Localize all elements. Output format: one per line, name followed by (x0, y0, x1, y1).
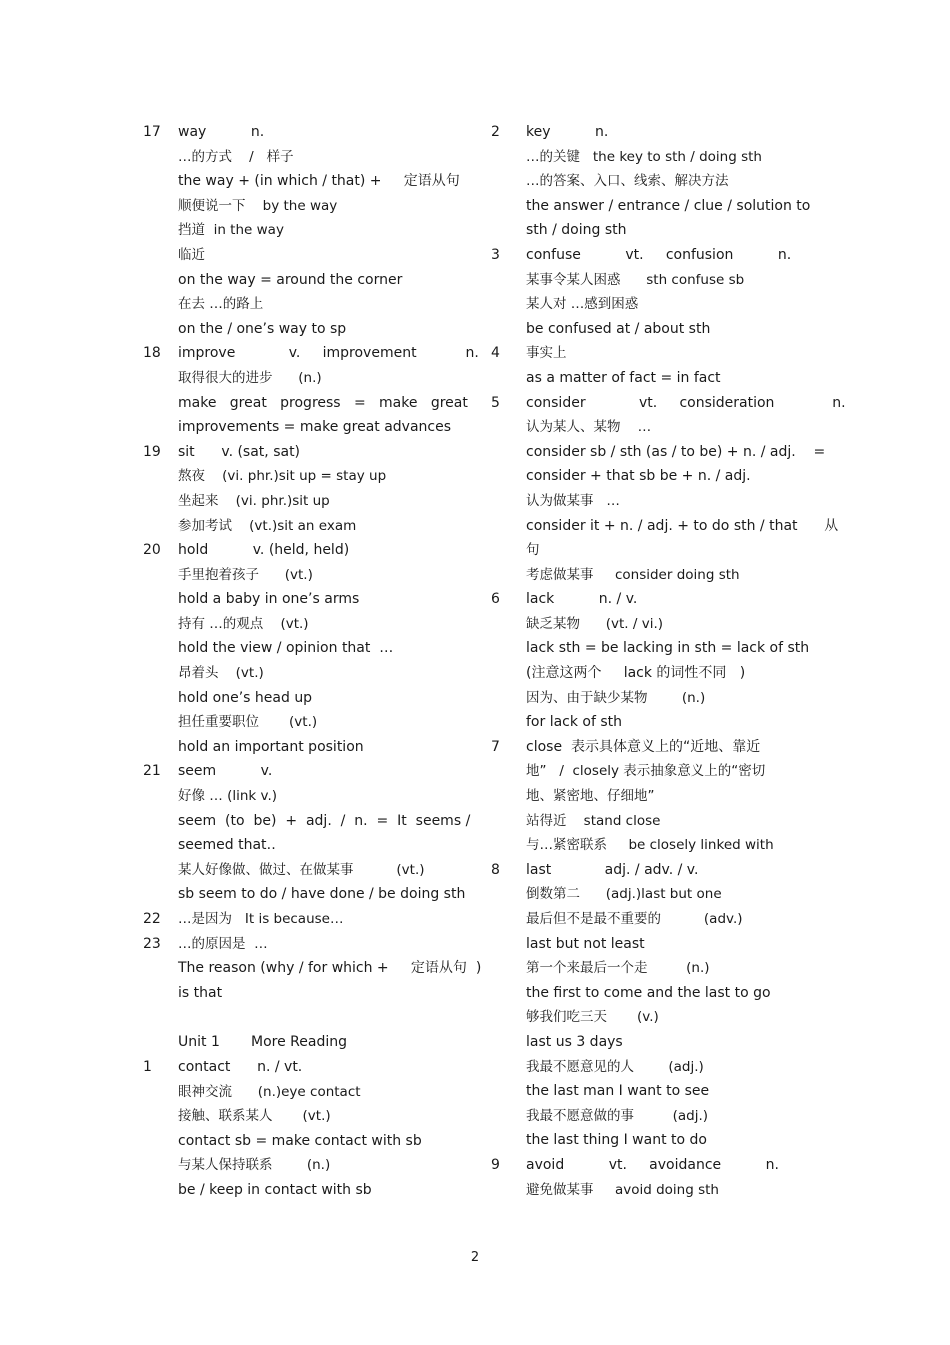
entry-line: The reason (why / for which + 定语从句 ) (178, 960, 482, 977)
entry-line: consider it + n. / adj. + to do sth / that 从 (526, 517, 839, 534)
entry-line: the first to come and the last to go (526, 984, 771, 1001)
entry-line: 考虑做某事 consider doing sth (526, 566, 740, 583)
entry-number: 4 (491, 345, 500, 362)
entry-number: 17 (143, 124, 161, 140)
entry-line: contact n. / vt. (178, 1058, 303, 1075)
entry-line: 认为某人、某物 … (526, 419, 652, 436)
entry-line: 因为、由于缺少某物 (n.) (526, 689, 706, 706)
entry-line: the last thing I want to do (526, 1132, 707, 1149)
vocab-entry (143, 120, 468, 341)
entry-line: 某人对 …感到困惑 (526, 296, 639, 313)
entry-line: 最后但不是最不重要的 (adv.) (526, 911, 743, 927)
entry-line: on the / one’s way to sp (178, 320, 347, 337)
entry-line: 参加考试 (vt.)sit an exam (178, 517, 357, 534)
entry-line: the answer / entrance / clue / solution to (526, 197, 811, 214)
vocab-entry (491, 391, 846, 588)
entry-line: be confused at / about sth (526, 320, 711, 337)
entry-line: 避免做某事 avoid doing sth (526, 1181, 719, 1198)
vocab-entry (143, 1030, 468, 1055)
entry-line: last adj. / adv. / v. (526, 861, 699, 878)
entry-line: 接触、联系某人 (vt.) (178, 1108, 331, 1125)
vocab-entry (491, 243, 809, 341)
entry-line: 句 (526, 542, 540, 559)
entry-line: 地” / closely 表示抽象意义上的“密切 (526, 763, 766, 780)
entry-line: lack sth = be lacking in sth = lack of sth (526, 640, 810, 657)
entry-line: seemed that‥ (178, 837, 276, 854)
entry-line: contact sb = make contact with sb (178, 1132, 422, 1149)
entry-line: the way + (in which / that) + 定语从句 (178, 173, 460, 190)
entry-line: for lack of sth (526, 714, 623, 731)
entry-line: key n. (526, 124, 609, 140)
entry-line: Unit 1 More Reading (178, 1034, 347, 1051)
entry-number: 2 (491, 124, 500, 140)
entry-line: last but not least (526, 935, 645, 952)
entry-line: 事实上 (526, 345, 567, 362)
entry-line: hold a baby in one’s arms (178, 591, 360, 608)
section-spacer (143, 1005, 468, 1030)
vocab-entry (491, 735, 809, 858)
entry-line: last us 3 days (526, 1033, 623, 1050)
page-number: 2 (470, 1250, 480, 1265)
entry-line: …的关键 the key to sth / doing sth (526, 148, 762, 165)
entry-line: as a matter of fact = in fact (526, 369, 721, 386)
entry-line: 昂着头 (vt.) (178, 665, 264, 682)
entry-line: …是因为 It is because… (178, 911, 344, 927)
entry-line: 担任重要职位 (vt.) (178, 714, 318, 731)
vocab-entry (143, 341, 479, 439)
vocab-entry (491, 120, 809, 243)
entry-line: consider sb / sth (as / to be) + n. / adj. = (526, 443, 826, 460)
entry-line: hold v. (held, held) (178, 542, 350, 559)
vocab-entry (143, 1055, 468, 1203)
vocab-entry (491, 587, 809, 735)
entry-number: 3 (491, 246, 500, 263)
vocab-entry (143, 538, 468, 759)
entry-line: 挡道 in the way (178, 222, 284, 239)
vocab-entry (143, 440, 468, 538)
entry-line: sb seem to do / have done / be doing sth (178, 886, 466, 903)
entry-line: the last man I want to see (526, 1083, 710, 1100)
entry-line: 某事令某人困惑 sth confuse sb (526, 271, 745, 288)
entry-line: sit v. (sat, sat) (178, 443, 301, 460)
entry-line: 手里抱着孩子 (vt.) (178, 566, 313, 583)
entry-line: 熬夜 (vi. phr.)sit up = stay up (178, 468, 387, 485)
entry-line: sth / doing sth (526, 222, 627, 239)
entry-number: 9 (491, 1156, 500, 1173)
entry-line: 某人好像做、做过、在做某事 (vt.) (178, 861, 425, 878)
entry-number: 7 (491, 738, 500, 755)
entry-line: confuse vt. confusion n. (526, 246, 792, 263)
entry-line: 好像 … (link v.) (178, 788, 278, 805)
entry-line: 站得近 stand close (526, 812, 661, 829)
entry-line: 临近 (178, 246, 205, 263)
entry-line: 第一个来最后一个走 (n.) (526, 960, 710, 977)
left-column (143, 120, 482, 1203)
entry-line: 顺便说一下 by the way (178, 197, 338, 214)
entry-line: on the way = around the corner (178, 271, 403, 288)
entry-line: seem v. (178, 763, 273, 780)
vocab-entry (143, 907, 468, 932)
entry-line: 缺乏某物 (vt. / vi.) (526, 615, 664, 632)
entry-number: 5 (491, 394, 500, 411)
vocab-entry (491, 341, 809, 390)
entry-number: 20 (143, 542, 161, 559)
entry-line: consider vt. consideration n. (526, 394, 846, 411)
entry-line: 地、紧密地、仔细地” (526, 788, 655, 805)
entry-line: 与某人保持联系 (n.) (178, 1157, 331, 1174)
entry-line: 我最不愿意做的事 (adj.) (526, 1107, 709, 1124)
entry-line: avoid vt. avoidance n. (526, 1156, 779, 1173)
entry-line: consider + that sb be + n. / adj. (526, 468, 751, 485)
entry-line: 倒数第二 (adj.)last but one (526, 886, 722, 903)
entry-line: …的方式 / 样子 (178, 148, 294, 165)
right-column (491, 120, 846, 1202)
vocab-entry (491, 1153, 809, 1202)
entry-line: 在去 …的路上 (178, 296, 264, 313)
entry-line: 我最不愿意见的人 (adj.) (526, 1058, 704, 1075)
entry-line: be / keep in contact with sb (178, 1181, 372, 1198)
entry-line: way n. (178, 124, 265, 140)
entry-line: hold one’s head up (178, 689, 313, 706)
entry-line: close 表示具体意义上的“近地、靠近 (526, 738, 761, 755)
entry-number: 6 (491, 591, 500, 608)
entry-line: lack n. / v. (526, 591, 638, 608)
entry-number: 19 (143, 443, 161, 460)
entry-line: improvements = make great advances (178, 419, 452, 436)
vocab-entry (491, 858, 809, 1153)
entry-line: …的答案、入口、线索、解决方法 (526, 173, 729, 190)
entry-line: 取得很大的进步 (n.) (178, 369, 322, 386)
entry-line: …的原因是 … (178, 935, 268, 952)
entry-line: 够我们吃三天 (v.) (526, 1009, 659, 1026)
entry-line: hold the view / opinion that … (178, 640, 394, 657)
vocab-entry (143, 932, 482, 1006)
entry-number: 1 (143, 1058, 152, 1075)
entry-line: 坐起来 (vi. phr.)sit up (178, 492, 330, 509)
entry-line: (注意这两个 lack 的词性不同 ) (526, 665, 746, 682)
entry-line: 与…紧密联系 be closely linked with (526, 837, 774, 854)
entry-number: 22 (143, 911, 161, 927)
entry-line: 眼神交流 (n.)eye contact (178, 1083, 361, 1100)
entry-line: seem (to be) + adj. / n. = It seems / (178, 812, 471, 829)
vocab-entry (143, 759, 471, 907)
entry-number: 8 (491, 861, 500, 878)
entry-number: 21 (143, 763, 161, 780)
entry-line: is that (178, 984, 223, 1001)
entry-line: make great progress = make great (178, 394, 468, 411)
entry-line: hold an important position (178, 738, 364, 755)
entry-line: 持有 …的观点 (vt.) (178, 615, 309, 632)
entry-number: 23 (143, 935, 161, 952)
entry-line: improve v. improvement n. (178, 345, 479, 362)
entry-line: 认为做某事 … (526, 492, 620, 509)
entry-number: 18 (143, 345, 161, 362)
